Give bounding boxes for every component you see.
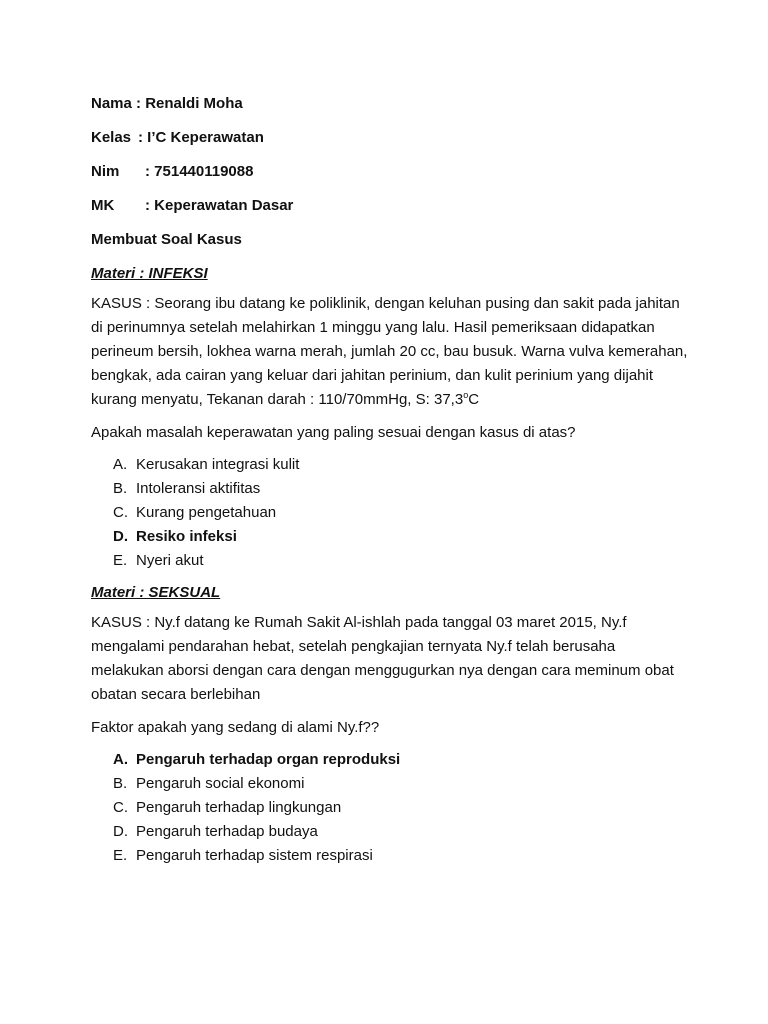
option-letter: E. <box>113 847 128 864</box>
option-item-correct <box>113 748 691 772</box>
option-text: Intoleransi aktifitas <box>136 480 261 497</box>
nim-value: : 751440119088 <box>145 163 254 180</box>
option-text: Resiko infeksi <box>136 528 237 545</box>
option-text: Pengaruh social ekonomi <box>136 775 305 792</box>
option-letter: A. <box>113 456 128 473</box>
document-title: Membuat Soal Kasus <box>91 231 242 248</box>
option-item <box>113 453 691 477</box>
option-item <box>113 820 691 844</box>
materi-infeksi-heading: Materi : INFEKSI <box>91 265 208 282</box>
option-letter: D. <box>113 528 128 545</box>
option-item <box>113 477 691 501</box>
option-text: Pengaruh terhadap organ reproduksi <box>136 751 401 768</box>
option-text: Pengaruh terhadap budaya <box>136 823 318 840</box>
option-item <box>113 772 691 796</box>
option-letter: A. <box>113 751 128 768</box>
option-text: Kurang pengetahuan <box>136 504 277 521</box>
option-item <box>113 844 691 868</box>
kelas-label: Kelas <box>91 129 132 146</box>
option-letter: B. <box>113 775 128 792</box>
mk-label: MK <box>91 197 115 214</box>
option-text: Kerusakan integrasi kulit <box>136 456 300 473</box>
materi-seksual-heading: Materi : SEKSUAL <box>91 584 221 601</box>
option-letter: B. <box>113 480 128 497</box>
degree-sup: o <box>463 390 469 400</box>
kasus-infeksi-text <box>91 292 691 412</box>
option-item <box>113 796 691 820</box>
nim-label: Nim <box>91 163 120 180</box>
option-text: Pengaruh terhadap lingkungan <box>136 799 342 816</box>
option-letter: C. <box>113 504 128 521</box>
kasus-seksual-text: KASUS : Ny.f datang ke Rumah Sakit Al-ishlah pada tanggal 03 maret 2015, Ny.f mengalami pendarahan hebat, setelah pengkajian ternyata Ny.f telah berusaha melakukan aborsi dengan cara dengan menggugurkan nya dengan cara meminum obat obatan secara berlebihan <box>91 614 674 703</box>
option-text: Nyeri akut <box>136 552 204 569</box>
option-letter: C. <box>113 799 128 816</box>
nim-line <box>91 160 691 184</box>
option-letter: D. <box>113 823 128 840</box>
mk-line <box>91 194 691 218</box>
mk-value: : Keperawatan Dasar <box>145 197 294 214</box>
nama-value: Renaldi Moha <box>145 95 243 112</box>
option-item <box>113 549 691 573</box>
kelas-line <box>91 126 691 150</box>
option-item-correct <box>113 525 691 549</box>
option-letter: E. <box>113 552 128 569</box>
option-text: Pengaruh terhadap sistem respirasi <box>136 847 373 864</box>
nama-label: Nama : <box>91 95 142 112</box>
kasus-infeksi-main: KASUS : Seorang ibu datang ke poliklinik, dengan keluhan pusing dan sakit pada jahitan di perinumnya setelah melahirkan 1 minggu yang lalu. Hasil pemeriksaan didapatkan perineum bersih, lokhea warna merah, jumlah 20 cc, bau busuk. Warna vulva kemerahan, bengkak, ada cairan yang keluar dari jahitan perinium, dan kulit perinium yang dijahit kurang menyatu, Tekanan darah : 110/70mmHg, S: 37,3 <box>91 295 688 408</box>
kasus-infeksi-end: C <box>468 391 480 408</box>
options-seksual <box>91 748 691 868</box>
question-infeksi: Apakah masalah keperawatan yang paling sesuai dengan kasus di atas? <box>91 424 576 441</box>
question-seksual: Faktor apakah yang sedang di alami Ny.f?? <box>91 719 380 736</box>
nama-line <box>91 92 691 116</box>
kelas-value: : I’C Keperawatan <box>138 129 264 146</box>
document-content <box>91 92 691 876</box>
option-item <box>113 501 691 525</box>
options-infeksi <box>91 453 691 573</box>
